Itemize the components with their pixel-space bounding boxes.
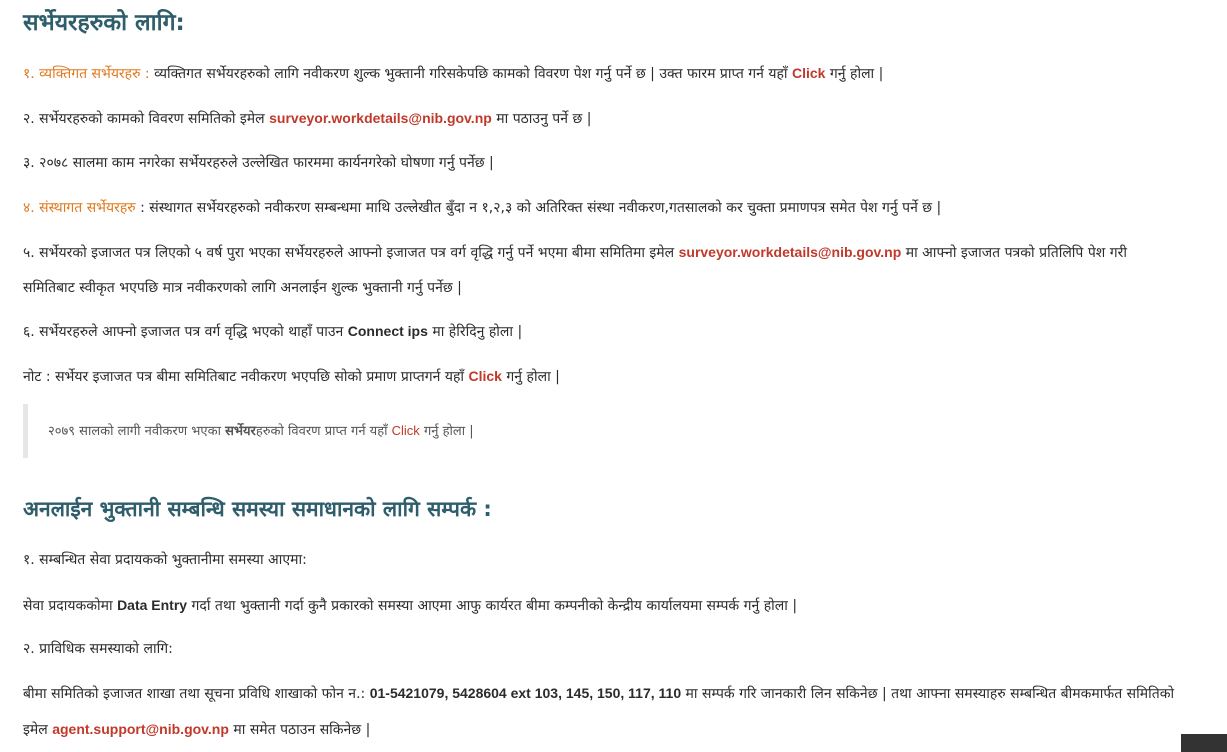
institutional-surveyors-label: ४. संस्थागत सर्भेयरहरु: [23, 200, 136, 216]
individual-surveyors-label: १. व्यक्तिगत सर्भेयरहरु :: [23, 66, 150, 82]
scroll-to-top-button[interactable]: [1181, 734, 1227, 752]
form-click-link[interactable]: Click: [791, 65, 826, 81]
paragraph-institutional-surveyors: [23, 195, 941, 221]
proof-click-link[interactable]: Click: [468, 368, 502, 384]
phone-numbers: 01-5421079, 5428604 ext 103, 145, 150, 117, 110: [369, 685, 682, 701]
paragraph-connect-ips: [23, 318, 522, 345]
paragraph-provider-problem: १. सम्बन्धित सेवा प्रदायकको भुक्तानीमा समस्या आएमा:: [23, 552, 307, 568]
blockquote-text: [48, 418, 474, 445]
paragraph-provider-body: [23, 592, 797, 619]
connect-ips-text: ६. सर्भेयरहरुले आफ्नो इजाजत पत्र वर्ग वृद्धि भएको थाहाँ पाउन: [23, 324, 348, 340]
individual-surveyors-after: गर्नु होला |: [825, 66, 884, 82]
paragraph-email-details: [23, 105, 591, 132]
paragraph-note: [23, 363, 560, 390]
technical-body-c: मा समेत पठाउन सकिनेछ |: [228, 722, 371, 738]
renewed-list-click-link[interactable]: Click: [391, 423, 420, 438]
workdetails-email-link-2[interactable]: surveyor.workdetails@nib.gov.np: [678, 244, 902, 260]
technical-body-a: बीमा समितिको इजाजत शाखा तथा सूचना प्रविधि शाखाको फोन न.:: [23, 686, 370, 702]
agent-support-email-link[interactable]: agent.support@nib.gov.np: [52, 721, 229, 737]
quote-bold: सर्भेयर: [225, 424, 256, 439]
connect-ips-label: Connect ips: [347, 323, 428, 339]
paragraph-license-upgrade: [23, 235, 1183, 306]
surveyors-heading: सर्भेयरहरुको लागि:: [23, 10, 185, 36]
paragraph-individual-surveyors: [23, 60, 883, 87]
email-details-text: २. सर्भेयरहरुको कामको विवरण समितिको इमेल: [23, 111, 270, 127]
license-upgrade-text: ५. सर्भेयरको इजाजत पत्र लिएको ५ वर्ष पुरा भएका सर्भेयरहरुले आफ्नो इजाजत पत्र वर्ग वृद्धि गर्नु पर्ने भएमा बीमा समितिमा इमेल: [23, 245, 679, 261]
license-upgrade-after: मा आफ्नो इजाजत पत्रको प्रतिलिपि पेश गरी समितिबाट स्वीकृत भएपछि मात्र नवीकरणको लागि अनलाईन शुल्क भुक्तानी गर्नु पर्नेछ |: [23, 245, 1127, 296]
note-text: नोट : सर्भेयर इजाजत पत्र बीमा समितिबाट नवीकरण भएपछि सोको प्रमाण प्राप्तगर्न यहाँ: [23, 369, 469, 385]
email-details-after: मा पठाउनु पर्ने छ |: [491, 111, 592, 127]
workdetails-email-link[interactable]: surveyor.workdetails@nib.gov.np: [269, 110, 492, 126]
individual-surveyors-text: व्यक्तिगत सर्भेयरहरुको लागि नवीकरण शुल्क भुक्तानी गरिसकेपछि कामको विवरण पेश गर्नु पर्ने छ | उक्त फारम प्राप्त गर्न यहाँ: [149, 66, 792, 82]
institutional-surveyors-text: : संस्थागत सर्भेयरहरुको नवीकरण सम्बन्धमा माथि उल्लेखीत बुँदा न १,२,३ को अतिरिक्त संस्था नवीकरण,गतसालको कर चुक्ता प्रमाणपत्र समेत पेश गर्नु पर्ने छ |: [135, 200, 942, 216]
quote-after: गर्नु होला |: [419, 424, 474, 439]
provider-body-c: गर्दा तथा भुक्तानी गर्दा कुनै प्रकारको समस्या आएमा आफु कार्यरत बीमा कम्पनीको केन्द्रीय कार्यालयमा सम्पर्क गर्नु होला |: [187, 598, 798, 614]
quote-text-b: हरुको विवरण प्राप्त गर्न यहाँ: [255, 424, 392, 439]
note-after: गर्नु होला |: [501, 369, 560, 385]
technical-body-b: मा सम्पर्क गरि जानकारी लिन सकिनेछ | तथा आफ्ना समस्याहरु सम्बन्धित बीमकमार्फत समितिको इमेल: [23, 686, 1175, 738]
connect-ips-after: मा हेरिदिनु होला |: [427, 324, 523, 340]
support-heading: अनलाईन भुक्तानी सम्बन्धि समस्या समाधानको लागि सम्पर्क :: [23, 497, 492, 521]
provider-body-a: सेवा प्रदायककोमा: [23, 598, 118, 614]
blockquote-renewed-list: [23, 404, 1188, 458]
paragraph-declaration: ३. २०७८ सालमा काम नगरेका सर्भेयरहरुले उल्लेखित फारममा कार्यनगरेको घोषणा गर्नु पर्नेछ |: [23, 155, 494, 171]
quote-text-a: २०७९ सालको लागी नवीकरण भएका: [48, 424, 226, 439]
data-entry-label: Data Entry: [117, 597, 188, 613]
paragraph-technical-body: [23, 676, 1183, 748]
paragraph-technical-problem: २. प्राविधिक समस्याको लागि:: [23, 641, 173, 657]
